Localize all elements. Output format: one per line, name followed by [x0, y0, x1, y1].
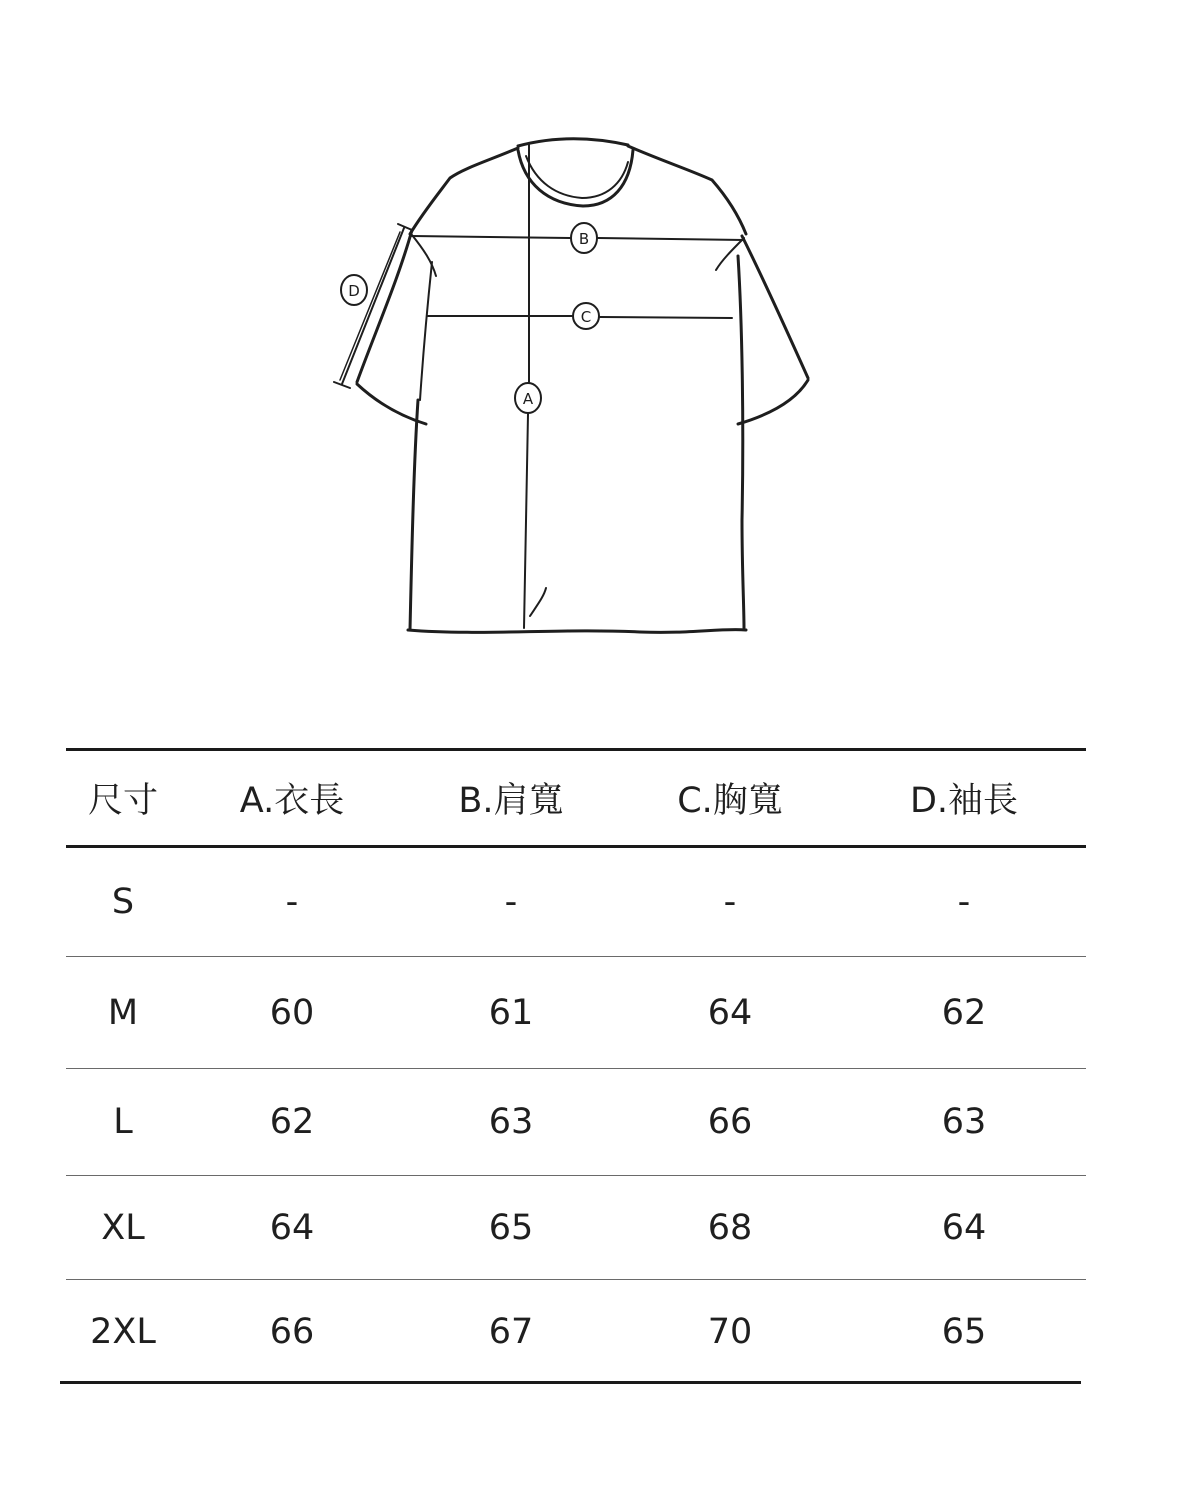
marker-b	[571, 223, 597, 253]
length-value: 66	[269, 1311, 315, 1352]
measurement-lines	[334, 143, 744, 628]
chest-value: 64	[618, 957, 842, 1069]
svg-text:B: B	[578, 230, 590, 248]
table-row	[66, 1176, 1086, 1280]
shoulder-value: 67	[488, 1311, 534, 1352]
tshirt-outline	[357, 139, 808, 633]
size-label: M	[66, 957, 180, 1069]
shoulder-value: 63	[404, 1069, 618, 1176]
table-row	[66, 957, 1086, 1069]
svg-text:A: A	[522, 390, 534, 408]
header-sleeve-length: D.袖長	[842, 750, 1086, 847]
table-bottom-rule	[60, 1381, 1081, 1384]
marker-c	[573, 303, 599, 329]
chest-value: 68	[618, 1176, 842, 1280]
chest-value: 66	[618, 1069, 842, 1176]
table-row	[66, 1280, 1086, 1384]
sleeve-value: 64	[842, 1176, 1086, 1280]
sleeve-value: 65	[941, 1311, 987, 1352]
length-value: 60	[180, 957, 404, 1069]
chest-value: -	[618, 847, 842, 957]
length-value: 62	[180, 1069, 404, 1176]
shoulder-value: -	[404, 847, 618, 957]
sleeve-value: -	[842, 847, 1086, 957]
svg-text:D: D	[348, 282, 360, 300]
shoulder-value: 61	[404, 957, 618, 1069]
header-shoulder-width: B.肩寬	[404, 750, 618, 847]
size-label: S	[66, 847, 180, 957]
svg-text:C: C	[580, 308, 592, 326]
header-chest-width: C.胸寬	[618, 750, 842, 847]
shoulder-value: 65	[404, 1176, 618, 1280]
chest-value: 70	[707, 1311, 753, 1352]
length-value: 64	[180, 1176, 404, 1280]
marker-d	[341, 275, 367, 305]
table-row	[66, 847, 1086, 957]
sleeve-value: 63	[842, 1069, 1086, 1176]
size-label: 2XL	[90, 1311, 156, 1352]
table-header-row	[66, 750, 1086, 847]
length-value: -	[180, 847, 404, 957]
size-chart-table	[66, 748, 1086, 1384]
sleeve-value: 62	[842, 957, 1086, 1069]
header-length: A.衣長	[180, 750, 404, 847]
size-label: XL	[66, 1176, 180, 1280]
size-label: L	[66, 1069, 180, 1176]
tshirt-sketch	[0, 0, 1200, 700]
table-row	[66, 1069, 1086, 1176]
header-size: 尺寸	[66, 750, 180, 847]
marker-a	[515, 383, 541, 413]
tshirt-measurement-illustration	[0, 0, 1200, 700]
